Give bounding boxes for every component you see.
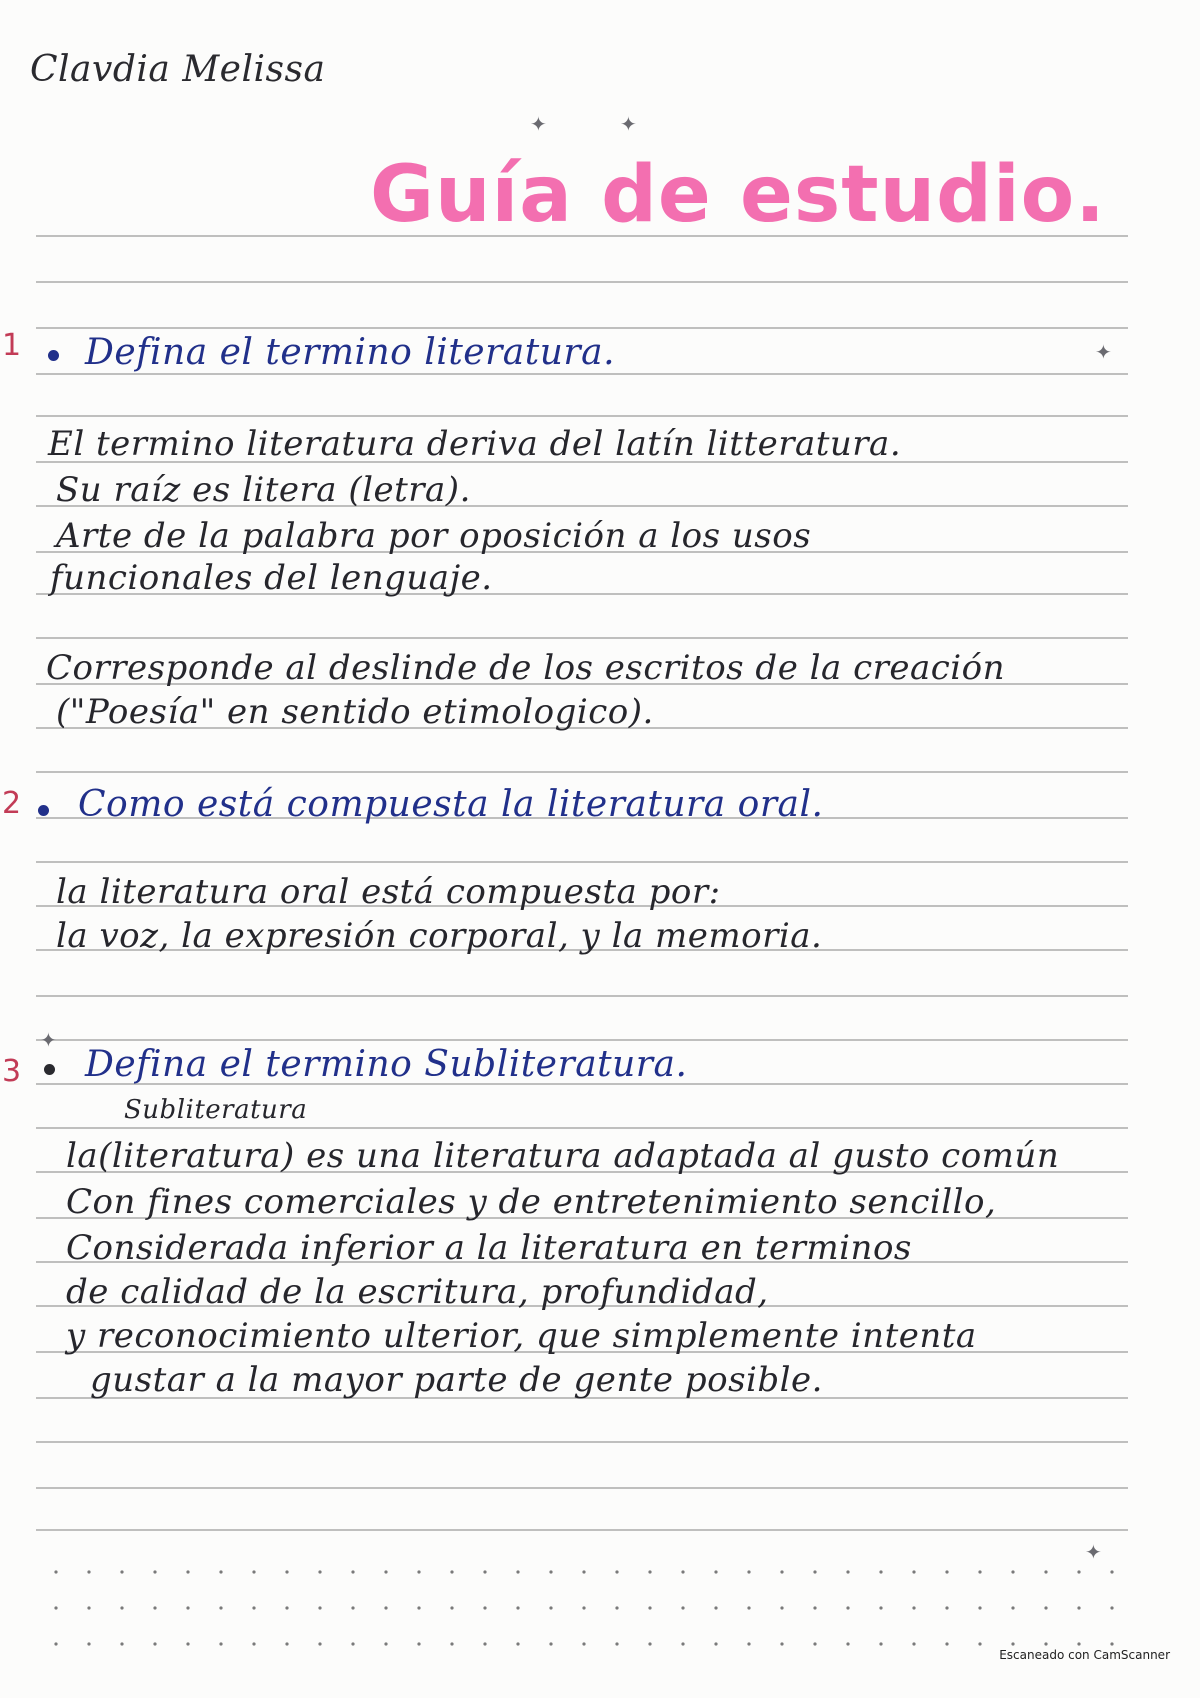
answer-line: la literatura oral está compuesta por: bbox=[56, 872, 721, 912]
grid-dot bbox=[120, 1642, 123, 1645]
grid-dot bbox=[219, 1570, 222, 1573]
answer-line: y reconocimiento ulterior, que simplemente intenta bbox=[66, 1316, 977, 1356]
grid-dot bbox=[912, 1570, 915, 1573]
grid-dot bbox=[945, 1606, 948, 1609]
answer-line: la voz, la expresión corporal, y la memoria. bbox=[56, 916, 823, 956]
question-number: 1 bbox=[2, 328, 22, 363]
grid-dot bbox=[582, 1606, 585, 1609]
grid-dot bbox=[813, 1606, 816, 1609]
grid-dot bbox=[483, 1642, 486, 1645]
question-number: 3 bbox=[2, 1054, 22, 1089]
grid-dot bbox=[714, 1642, 717, 1645]
grid-dot bbox=[153, 1570, 156, 1573]
answer-line: gustar a la mayor parte de gente posible. bbox=[90, 1360, 823, 1400]
grid-dot bbox=[1110, 1606, 1113, 1609]
grid-dot bbox=[1044, 1570, 1047, 1573]
grid-dot bbox=[1044, 1606, 1047, 1609]
grid-dot bbox=[54, 1570, 57, 1573]
author-name: Clavdia Melissa bbox=[30, 49, 326, 90]
answer-line: la(literatura) es una literatura adaptada al gusto común bbox=[66, 1136, 1060, 1176]
term-note: Subliteratura bbox=[124, 1095, 308, 1125]
grid-dot bbox=[120, 1570, 123, 1573]
grid-dot bbox=[978, 1642, 981, 1645]
grid-dot bbox=[846, 1570, 849, 1573]
grid-dot bbox=[879, 1642, 882, 1645]
grid-dot bbox=[318, 1606, 321, 1609]
grid-dot bbox=[285, 1606, 288, 1609]
grid-dot bbox=[1044, 1642, 1047, 1645]
sparkle-icon: ✦ bbox=[1095, 340, 1112, 364]
grid-dot bbox=[1110, 1642, 1113, 1645]
grid-dot bbox=[351, 1642, 354, 1645]
grid-dot bbox=[780, 1642, 783, 1645]
grid-dot bbox=[153, 1606, 156, 1609]
grid-dot bbox=[912, 1606, 915, 1609]
grid-dot bbox=[252, 1642, 255, 1645]
grid-dot bbox=[747, 1570, 750, 1573]
sparkle-icon: ✦ bbox=[1085, 1540, 1102, 1564]
answer-line: Con fines comerciales y de entretenimiento sencillo, bbox=[66, 1182, 997, 1222]
question-1-prompt: Defina el termino literatura. bbox=[85, 332, 616, 373]
grid-dot bbox=[615, 1570, 618, 1573]
question-2-prompt: Como está compuesta la literatura oral. bbox=[78, 784, 824, 825]
grid-dot bbox=[780, 1570, 783, 1573]
grid-dot bbox=[945, 1570, 948, 1573]
grid-dot bbox=[318, 1570, 321, 1573]
grid-dot bbox=[186, 1570, 189, 1573]
grid-dot bbox=[153, 1642, 156, 1645]
answer-line: Su raíz es litera (letra). bbox=[56, 470, 471, 510]
grid-dot bbox=[978, 1570, 981, 1573]
question-number: 2 bbox=[2, 786, 22, 821]
grid-dot bbox=[87, 1642, 90, 1645]
grid-dot bbox=[483, 1570, 486, 1573]
grid-dot bbox=[648, 1642, 651, 1645]
sparkle-icon: ✦ bbox=[530, 112, 547, 136]
grid-dot bbox=[813, 1570, 816, 1573]
grid-dot bbox=[450, 1570, 453, 1573]
answer-line: de calidad de la escritura, profundidad, bbox=[66, 1272, 769, 1312]
question-3-prompt: Defina el termino Subliteratura. bbox=[85, 1044, 688, 1085]
sparkle-icon: ✦ bbox=[40, 1028, 57, 1052]
grid-dot bbox=[945, 1642, 948, 1645]
grid-dot bbox=[450, 1606, 453, 1609]
grid-dot bbox=[846, 1606, 849, 1609]
grid-dot bbox=[648, 1606, 651, 1609]
grid-dot bbox=[549, 1570, 552, 1573]
answer-line: El termino literatura deriva del latín litteratura. bbox=[48, 424, 902, 464]
grid-dot bbox=[351, 1606, 354, 1609]
grid-dot bbox=[549, 1642, 552, 1645]
grid-dot bbox=[615, 1606, 618, 1609]
grid-dot bbox=[516, 1606, 519, 1609]
grid-dot bbox=[1011, 1606, 1014, 1609]
grid-dot bbox=[252, 1570, 255, 1573]
bullet-icon bbox=[48, 350, 59, 361]
grid-dot bbox=[351, 1570, 354, 1573]
grid-dot bbox=[978, 1606, 981, 1609]
grid-dot bbox=[615, 1642, 618, 1645]
grid-dot bbox=[516, 1570, 519, 1573]
grid-dot bbox=[912, 1642, 915, 1645]
grid-dot bbox=[714, 1570, 717, 1573]
grid-dot bbox=[384, 1642, 387, 1645]
grid-dot bbox=[186, 1642, 189, 1645]
sparkle-icon: ✦ bbox=[620, 112, 637, 136]
grid-dot bbox=[285, 1570, 288, 1573]
grid-dot bbox=[54, 1642, 57, 1645]
grid-dot bbox=[1077, 1642, 1080, 1645]
grid-dot bbox=[285, 1642, 288, 1645]
grid-dot bbox=[1077, 1570, 1080, 1573]
answer-line: Arte de la palabra por oposición a los usos bbox=[56, 516, 812, 556]
grid-dot bbox=[1011, 1570, 1014, 1573]
grid-dot bbox=[186, 1606, 189, 1609]
grid-dot bbox=[747, 1642, 750, 1645]
grid-dot bbox=[318, 1642, 321, 1645]
grid-dot bbox=[780, 1606, 783, 1609]
grid-dot bbox=[813, 1642, 816, 1645]
grid-dot bbox=[252, 1606, 255, 1609]
grid-dot bbox=[747, 1606, 750, 1609]
answer-line: Corresponde al deslinde de los escritos de la creación bbox=[46, 648, 1006, 688]
grid-dot bbox=[582, 1570, 585, 1573]
grid-dot bbox=[483, 1606, 486, 1609]
grid-dot bbox=[87, 1570, 90, 1573]
grid-dot bbox=[417, 1642, 420, 1645]
grid-dot bbox=[87, 1606, 90, 1609]
bullet-icon bbox=[38, 805, 49, 816]
grid-dot bbox=[384, 1570, 387, 1573]
grid-dot bbox=[417, 1606, 420, 1609]
grid-dot bbox=[714, 1606, 717, 1609]
answer-line: ("Poesía" en sentido etimologico). bbox=[56, 692, 654, 732]
grid-dot bbox=[384, 1606, 387, 1609]
grid-dot bbox=[879, 1570, 882, 1573]
grid-dot bbox=[120, 1606, 123, 1609]
grid-dot bbox=[450, 1642, 453, 1645]
grid-dot bbox=[681, 1570, 684, 1573]
grid-dot bbox=[219, 1606, 222, 1609]
answer-line: funcionales del lenguaje. bbox=[50, 558, 493, 598]
grid-dot bbox=[219, 1642, 222, 1645]
grid-dot bbox=[648, 1570, 651, 1573]
grid-dot bbox=[1077, 1606, 1080, 1609]
page-title: Guía de estudio. bbox=[370, 150, 1106, 240]
scanner-footer: Escaneado con CamScanner bbox=[999, 1648, 1170, 1662]
grid-dot bbox=[417, 1570, 420, 1573]
grid-dot bbox=[681, 1606, 684, 1609]
grid-dot bbox=[846, 1642, 849, 1645]
grid-dot bbox=[681, 1642, 684, 1645]
bullet-icon bbox=[44, 1064, 55, 1075]
grid-dot bbox=[516, 1642, 519, 1645]
answer-line: Considerada inferior a la literatura en terminos bbox=[66, 1228, 912, 1268]
grid-dot bbox=[582, 1642, 585, 1645]
grid-dot bbox=[549, 1606, 552, 1609]
grid-dot bbox=[1011, 1642, 1014, 1645]
grid-dot bbox=[54, 1606, 57, 1609]
grid-dot bbox=[1110, 1570, 1113, 1573]
grid-dot bbox=[879, 1606, 882, 1609]
